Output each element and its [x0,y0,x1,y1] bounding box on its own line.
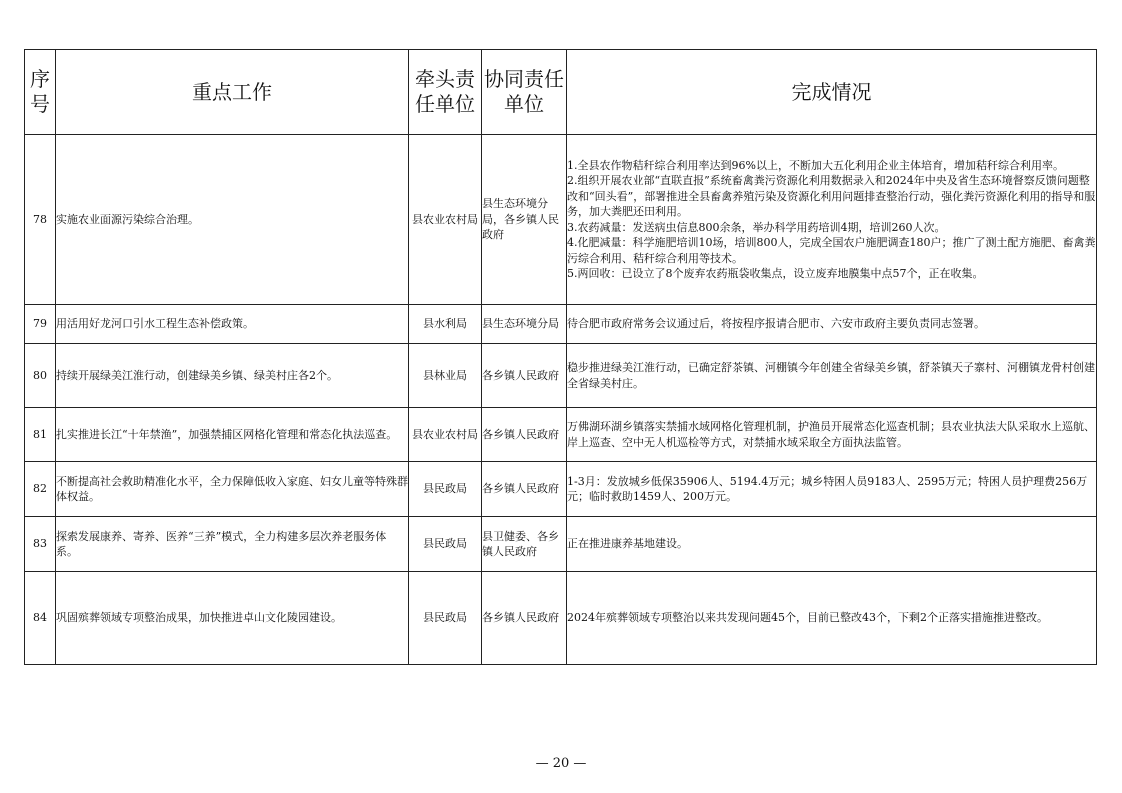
status-item: 2024年殡葬领域专项整治以来共发现问题45个，目前已整改43个，下剩2个正落实措施推进整改。 [567,611,1048,625]
row-assist-unit: 各乡镇人民政府 [482,408,567,462]
row-assist-unit: 县卫健委、各乡镇人民政府 [482,517,567,572]
status-item: 正在推进康养基地建设。 [567,537,688,551]
row-completion-status [567,305,1097,344]
status-item: 1.全县农作物秸秆综合利用率达到96%以上，不断加大五化利用企业主体培育，增加秸秆综合利用率。 [567,158,1064,172]
row-key-work: 不断提高社会救助精准化水平，全力保障低收入家庭、妇女儿童等特殊群体权益。 [56,462,409,517]
row-number: 84 [25,572,56,665]
row-completion-status [567,135,1097,305]
row-number: 82 [25,462,56,517]
row-number: 81 [25,408,56,462]
row-assist-unit: 各乡镇人民政府 [482,462,567,517]
status-item: 1-3月：发放城乡低保35906人、5194.4万元；城乡特困人员9183人、2595万元；特困人员护理费256万元；临时救助1459人、200万元。 [567,474,1088,503]
page-number: — 20 — [535,756,587,771]
row-assist-unit: 各乡镇人民政府 [482,344,567,408]
status-item: 稳步推进绿美江淮行动，已确定舒茶镇、河棚镇今年创建全省绿美乡镇，舒茶镇天子寨村、河棚镇龙骨村创建全省绿美村庄。 [567,361,1095,390]
status-item: 5.两回收：已设立了8个废弃农药瓶袋收集点，设立废弃地膜集中点57个，正在收集。 [567,267,984,280]
table-row [25,344,1097,408]
table-row [25,462,1097,517]
row-assist-unit: 县生态环境分局 [482,305,567,344]
header-assist-unit: 协同责任单位 [482,50,567,135]
row-lead-unit: 县农业农村局 [409,408,482,462]
table-row [25,572,1097,665]
row-number: 79 [25,305,56,344]
row-number: 83 [25,517,56,572]
row-assist-unit: 各乡镇人民政府 [482,572,567,665]
row-lead-unit: 县民政局 [409,462,482,517]
row-number: 80 [25,344,56,408]
table-row [25,408,1097,462]
row-lead-unit: 县水利局 [409,305,482,344]
header-lead-unit: 牵头责任单位 [409,50,482,135]
status-item: 4.化肥减量：科学施肥培训10场，培训800人，完成全国农户施肥调查180户；推广了测土配方施肥、畜禽粪污综合利用、秸秆综合利用等技术。 [567,236,1096,265]
row-completion-status [567,572,1097,665]
status-item: 3.农药减量：发送病虫信息800余条，举办科学用药培训4期，培训260人次。 [567,220,946,234]
row-completion-status [567,462,1097,517]
row-lead-unit: 县民政局 [409,572,482,665]
row-key-work: 用活用好龙河口引水工程生态补偿政策。 [56,305,409,344]
header-serial-number: 序号 [25,50,56,135]
row-key-work: 探索发展康养、寄养、医养“三养”模式，全力构建多层次养老服务体系。 [56,517,409,572]
table-row [25,517,1097,572]
table-row [25,135,1097,305]
status-item: 待合肥市政府常务会议通过后，将按程序报请合肥市、六安市政府主要负责同志签署。 [567,317,985,331]
status-item: 2.组织开展农业部“直联直报”系统畜禽粪污资源化利用数据录入和2024年中央及省生态环境督察反馈问题整改和“回头看”，部署推进全县畜禽养殖污染及资源化利用问题排查整治行动，强化粪污资源化利用的指导和服务，加大粪肥还田利用。 [567,174,1096,218]
table-header-row [25,50,1097,135]
row-completion-status [567,517,1097,572]
table-row [25,305,1097,344]
header-completion-status: 完成情况 [567,50,1097,135]
row-lead-unit: 县林业局 [409,344,482,408]
row-lead-unit: 县民政局 [409,517,482,572]
row-completion-status [567,344,1097,408]
row-key-work: 巩固殡葬领域专项整治成果，加快推进卓山文化陵园建设。 [56,572,409,665]
row-lead-unit: 县农业农村局 [409,135,482,305]
row-key-work: 实施农业面源污染综合治理。 [56,135,409,305]
row-number: 78 [25,135,56,305]
row-key-work: 持续开展绿美江淮行动，创建绿美乡镇、绿美村庄各2个。 [56,344,409,408]
row-assist-unit: 县生态环境分局，各乡镇人民政府 [482,135,567,305]
status-item: 万佛湖环湖乡镇落实禁捕水域网格化管理机制，护渔员开展常态化巡查机制；县农业执法大队采取水上巡航、岸上巡查、空中无人机巡检等方式，对禁捕水域采取全方面执法监管。 [567,420,1095,449]
work-progress-table [24,49,1097,665]
row-key-work: 扎实推进长江“十年禁渔”，加强禁捕区网格化管理和常态化执法巡查。 [56,408,409,462]
header-key-work: 重点工作 [56,50,409,135]
row-completion-status [567,408,1097,462]
